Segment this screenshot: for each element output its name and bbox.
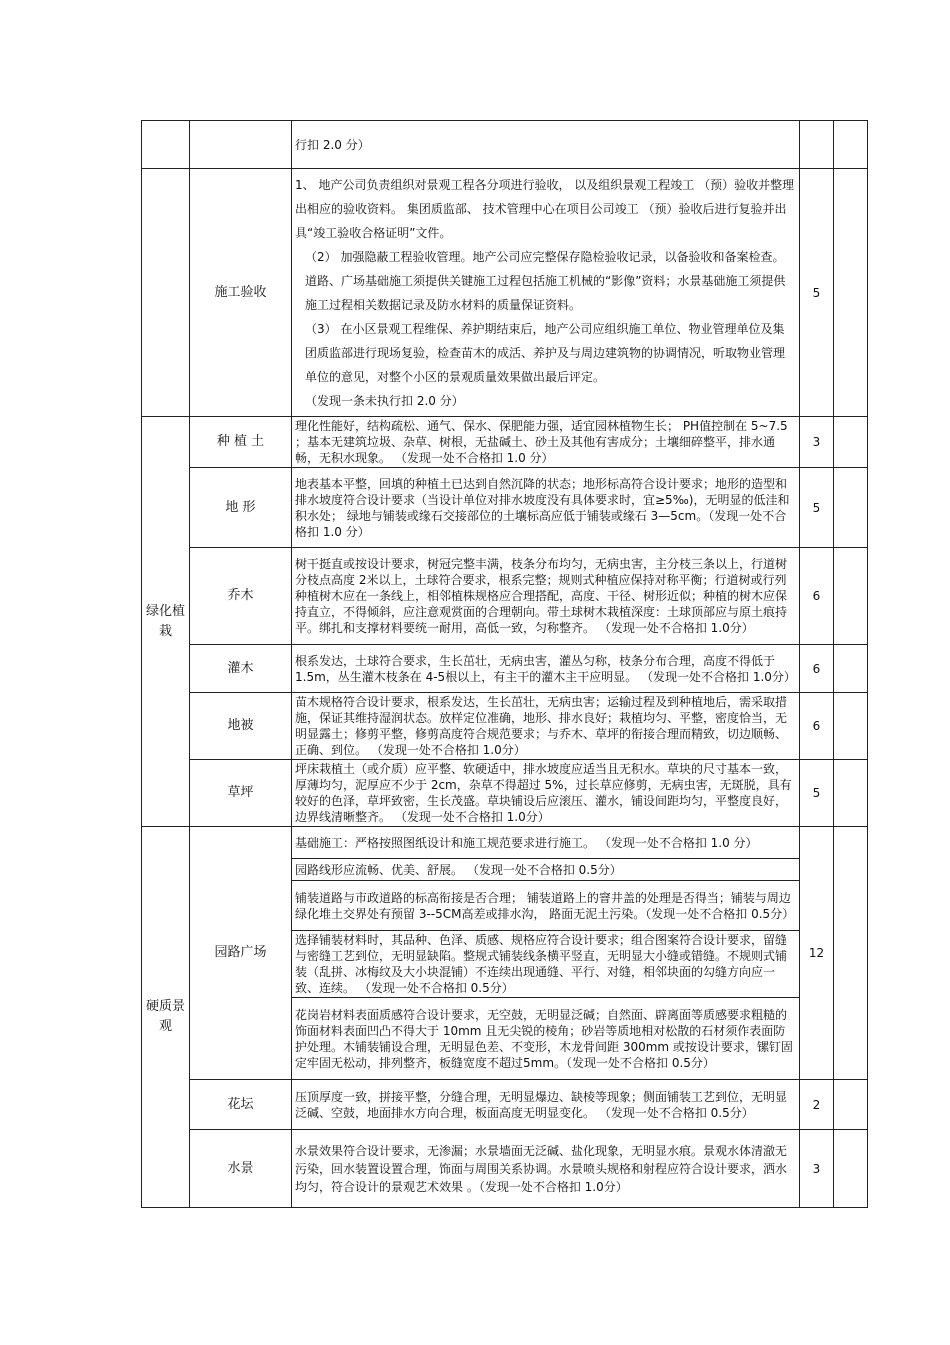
item-label: 种 植 土 (190, 417, 292, 468)
criteria-paragraph: （2） 加强隐蔽工程验收管理。地产公司应完整保存隐检验收记录，以备验收和备案检查。道路、广场基础施工须提供关键施工过程包括施工机械的“影像”资料；水景基础施工须提供施工过程相关数据记录及防水材料的质量保证资料。 (305, 249, 786, 312)
item-label: 草坪 (190, 760, 292, 827)
table-row (142, 169, 868, 417)
item-label: 水景 (190, 1130, 292, 1208)
score-value: 6 (800, 645, 834, 693)
criteria-cell: 花岗岩材料表面质感符合设计要求，无空鼓，无明显泛碱；自然面、辟离面等质感要求粗糙的饰面材料表面凹凸不得大于 10mm 且无尖锐的棱角；砂岩等质地相对松散的石材须作表面防护处理。木铺装铺设合理，无明显色差、不变形，木龙骨间距 300mm 或按设计要求，镙钉固定牢固无松动，排列整齐，板缝宽度不超过5mm。（发现一处不合格扣 0.5分） (292, 998, 800, 1080)
item-label: 灌木 (190, 645, 292, 693)
criteria-cell: 根系发达，土球符合要求，生长茁壮，无病虫害，灌丛匀称，枝条分布合理，高度不得低于 1.5m，丛生灌木枝条在 4-5根以上，有主干的灌木主干应明显。 （发现一处不合格扣 1.0分） (292, 645, 800, 693)
criteria-cell: 坪床栽植土（或介质）应平整、软硬适中，排水坡度应适当且无积水。草块的尺寸基本一致，厚薄均匀，泥厚应不少于 2cm，杂草不得超过 5%，过长草应修剪，无病虫害，无斑脱，具有较好的色泽，草坪致密，生长茂盛。草块铺设后应滚压、灌水，铺设间距均匀，平整度良好，边界线清晰整齐。 （发现一处不合格扣 1.0分） (292, 760, 800, 827)
item-label: 乔木 (190, 548, 292, 645)
deduction-cell (834, 1080, 868, 1130)
item-label: 地被 (190, 693, 292, 760)
criteria-cell (292, 169, 800, 417)
deduction-cell (834, 121, 868, 169)
deduction-cell (834, 827, 868, 1080)
table-row (142, 645, 868, 693)
criteria-cell: 选择铺装材料时，其品种、色泽、质感、规格应符合设计要求；组合图案符合设计要求，留缝与密缝工艺到位，无明显缺陷。整规式铺装线条横平竖直，无明显大小缝或错缝。不规则式铺装（乱拼、冰梅纹及大小块混铺）不连续出现通缝、平行、对缝，相邻块面的勾缝方向应一致、连续。 （发现一处不合格扣 0.5分） (292, 931, 800, 998)
criteria-cell: 园路线形应流畅、优美、舒展。 （发现一处不合格扣 0.5分） (292, 859, 800, 881)
category-label: 绿化植栽 (142, 417, 190, 827)
score-value: 3 (800, 1130, 834, 1208)
table-row (142, 468, 868, 548)
item-label: 园路广场 (190, 827, 292, 1080)
score-value: 6 (800, 548, 834, 645)
deduction-cell (834, 760, 868, 827)
criteria-paragraph: （发现一条未执行扣 2.0 分） (305, 393, 464, 408)
criteria-cell: 铺装道路与市政道路的标高衔接是否合理； 铺装道路上的窨井盖的处理是否得当；铺装与周边绿化堆土交界处有预留 3--5CM高差或排水沟， 路面无泥土污染。（发现一处不合格扣 0.5分） (292, 881, 800, 931)
item-label: 地 形 (190, 468, 292, 548)
table-row (142, 121, 868, 169)
score-cell (800, 121, 834, 169)
item-label: 花坛 (190, 1080, 292, 1130)
criteria-cell: 苗木规格符合设计要求，根系发达，生长茁壮，无病虫害；运输过程及到种植地后，需采取措施，保证其维持湿润状态。放样定位准确，地形、排水良好；栽植均匀、平整，密度恰当，无明显露土；修剪平整，修剪高度符合规范要求；与乔木、草坪的衔接合理而精致，切边顺畅、正确、到位。 （发现一处不合格扣 1.0分） (292, 693, 800, 760)
table-row (142, 1080, 868, 1130)
table-row (142, 693, 868, 760)
criteria-cell: 行扣 2.0 分） (292, 121, 800, 169)
category-cell (142, 121, 190, 169)
deduction-cell (834, 645, 868, 693)
criteria-cell: 水景效果符合设计要求，无渗漏；水景墙面无泛碱、盐化现象，无明显水痕。景观水体清澈无污染，回水装置设置合理，饰面与周围关系协调。水景喷头规格和射程应符合设计要求，洒水均匀，符合设计的景观艺术效果 。（发现一处不合格扣 1.0分） (292, 1130, 800, 1208)
table-row (142, 548, 868, 645)
table-row (142, 827, 868, 859)
deduction-cell (834, 417, 868, 468)
score-value: 5 (800, 760, 834, 827)
table-row (142, 760, 868, 827)
score-value: 6 (800, 693, 834, 760)
score-value: 12 (800, 827, 834, 1080)
criteria-cell: 树干挺直或按设计要求，树冠完整丰满，枝条分布均匀，无病虫害，主分枝三条以上，行道树分枝点高度 2米以上，土球符合要求，根系完整；规则式种植应保持对称平衡；行道树或行列种植树木应在一条线上，相邻植株规格应合理搭配，高度、干径、树形近似；种植的树木应保持直立，不得倾斜，应注意观赏面的合理朝向。带土球树木栽植深度：土球顶部应与原土痕持平。绑扎和支撑材料要统一耐用，高低一致，匀称整齐。 （发现一处不合格扣 1.0分） (292, 548, 800, 645)
deduction-cell (834, 468, 868, 548)
criteria-cell: 理化性能好，结构疏松、通气、保水、保肥能力强，适宜园林植物生长； PH值控制在 5~7.5 ；基本无建筑垃圾、杂草、树根，无盐碱土、砂土及其他有害成分；土壤细碎整平，排水通畅，无积水现象。 （发现一处不合格扣 1.0 分） (292, 417, 800, 468)
category-cell (142, 169, 190, 417)
table-row (142, 1130, 868, 1208)
score-value: 5 (800, 169, 834, 417)
deduction-cell (834, 169, 868, 417)
criteria-cell: 压顶厚度一致，拼接平整，分缝合理，无明显爆边、缺棱等现象；侧面铺装工艺到位，无明显泛碱、空鼓，地面排水方向合理，板面高度无明显变化。 （发现一处不合格扣 0.5分） (292, 1080, 800, 1130)
evaluation-table (141, 120, 868, 1208)
score-value: 3 (800, 417, 834, 468)
item-label: 施工验收 (190, 169, 292, 417)
criteria-paragraph: （3） 在小区景观工程维保、养护期结束后，地产公司应组织施工单位、物业管理单位及集团质监部进行现场复验，检查苗木的成活、养护及与周边建筑物的协调情况，听取物业管理单位的意见，对整个小区的景观质量效果做出最后评定。 (305, 321, 786, 384)
category-label: 硬质景观 (142, 827, 190, 1208)
deduction-cell (834, 548, 868, 645)
item-cell (190, 121, 292, 169)
criteria-cell: 地表基本平整，回填的种植土已达到自然沉降的状态；地形标高符合设计要求；地形的造型和排水坡度符合设计要求（当设计单位对排水坡度没有具体要求时，宜≥5‰)，无明显的低洼和积水处； 绿地与铺装或缘石交接部位的土壤标高应低于铺装或缘石 3—5cm。（发现一处不合格扣 1.0 分） (292, 468, 800, 548)
deduction-cell (834, 1130, 868, 1208)
score-value: 2 (800, 1080, 834, 1130)
deduction-cell (834, 693, 868, 760)
criteria-cell: 基础施工：严格按照图纸设计和施工规范要求进行施工。 （发现一处不合格扣 1.0 分） (292, 827, 800, 859)
criteria-paragraph: 1、 地产公司负责组织对景观工程各分项进行验收， 以及组织景观工程竣工 （预）验收并整理出相应的验收资料。 集团质监部、 技术管理中心在项目公司竣工 （预）验收后进行复验并出具“竣工验收合格证明”文件。 (295, 177, 795, 240)
score-value: 5 (800, 468, 834, 548)
table-row (142, 417, 868, 468)
